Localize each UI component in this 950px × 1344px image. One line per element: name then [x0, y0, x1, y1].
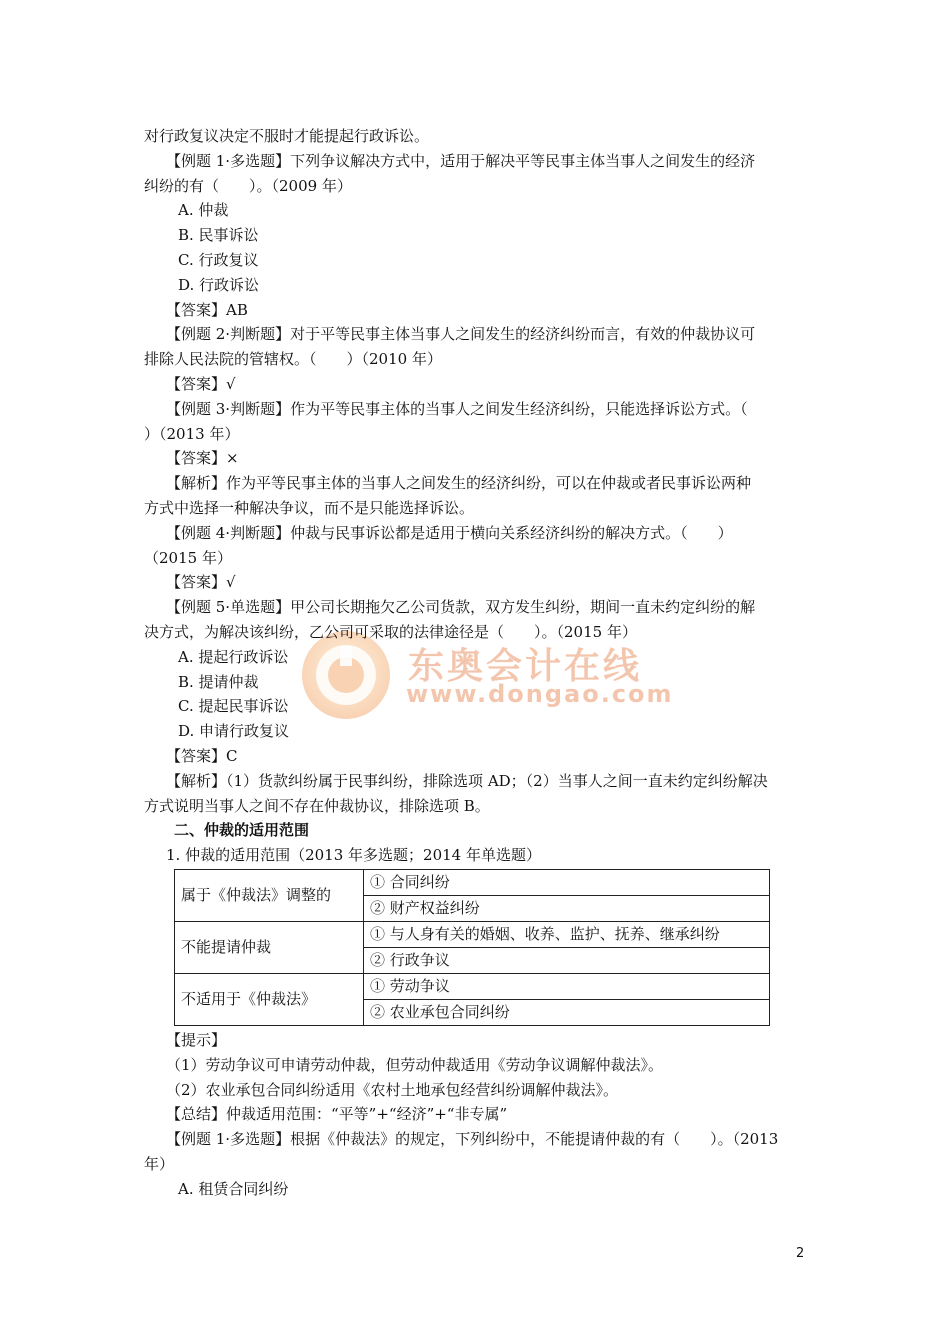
page-number: 2: [796, 1246, 805, 1261]
text-line: ）（2013 年）: [144, 424, 240, 443]
text-line: A. 租赁合同纠纷: [178, 1179, 289, 1198]
text-line: A. 仲裁: [178, 201, 229, 220]
table-item-cell: ② 财产权益纠纷: [364, 895, 770, 921]
table-item-cell: ① 劳动争议: [364, 973, 770, 999]
table-row: [175, 869, 770, 895]
text-line: （1）劳动争议可申请劳动仲裁，但劳动仲裁适用《劳动争议调解仲裁法》。: [166, 1055, 664, 1074]
text-line: 年）: [144, 1154, 175, 1173]
table-category-cell: 属于《仲裁法》调整的: [175, 869, 364, 921]
text-line: 【答案】AB: [166, 300, 248, 319]
text-line: 对行政复议决定不服时才能提起行政诉讼。: [144, 127, 430, 145]
text-line: A. 提起行政诉讼: [178, 647, 289, 666]
watermark-brand: 东奥会计在线: [408, 646, 643, 687]
text-line: 1. 仲裁的适用范围（2013 年多选题；2014 年单选题）: [166, 846, 541, 865]
table-category-cell: 不适用于《仲裁法》: [175, 973, 364, 1025]
text-line: 【例题 4·判断题】仲裁与民事诉讼都是适用于横向关系经济纠纷的解决方式。（ ）: [166, 523, 733, 542]
text-line: 【解析】作为平等民事主体的当事人之间发生的经济纠纷，可以在仲裁或者民事诉讼两种: [166, 474, 752, 493]
text-line: D. 行政诉讼: [178, 275, 260, 294]
text-line: 【例题 3·判断题】作为平等民事主体的当事人之间发生经济纠纷，只能选择诉讼方式。（: [166, 399, 748, 418]
text-block-after-table: [144, 1028, 806, 1202]
text-line: 二、仲裁的适用范围: [174, 821, 310, 840]
text-line: 纠纷的有（ ）。（2009 年）: [144, 176, 352, 195]
table-row: [175, 921, 770, 947]
document-body: [144, 124, 806, 1201]
table-item-cell: ② 行政争议: [364, 947, 770, 973]
text-line: （2）农业承包合同纠纷适用《农村土地承包经营纠纷调解仲裁法》。: [166, 1080, 619, 1099]
table-row: [175, 973, 770, 999]
text-block-before-table: [144, 124, 806, 868]
text-line: 方式中选择一种解决争议，而不是只能选择诉讼。: [144, 498, 475, 517]
text-line: 【解析】（1）货款纠纷属于民事纠纷，排除选项 AD；（2）当事人之间一直未约定纠纷解决: [166, 771, 768, 790]
table-item-cell: ② 农业承包合同纠纷: [364, 999, 770, 1025]
table-item-cell: ① 与人身有关的婚姻、收养、监护、抚养、继承纠纷: [364, 921, 770, 947]
text-line: D. 申请行政复议: [178, 722, 290, 741]
text-line: 【答案】×: [166, 449, 239, 468]
watermark-url: www.dongao.com: [406, 680, 674, 708]
text-line: 【例题 5·单选题】甲公司长期拖欠乙公司货款，双方发生纠纷，期间一直未约定纠纷的解: [166, 598, 756, 617]
text-line: 方式说明当事人之间不存在仲裁协议，排除选项 B。: [144, 796, 490, 815]
text-line: B. 民事诉讼: [178, 226, 259, 245]
text-line: 【答案】√: [166, 374, 236, 393]
text-line: C. 提起民事诉讼: [178, 697, 289, 716]
text-line: （2015 年）: [144, 548, 232, 567]
text-line: 【答案】C: [166, 746, 238, 765]
text-line: C. 行政复议: [178, 250, 259, 269]
text-line: 【例题 1·多选题】根据《仲裁法》的规定，下列纠纷中，不能提请仲裁的有（ ）。（2013: [166, 1130, 779, 1149]
text-line: 【例题 1·多选题】下列争议解决方式中，适用于解决平等民事主体当事人之间发生的经济: [166, 151, 756, 170]
text-line: 【总结】仲裁适用范围：“平等”+“经济”+“非专属”: [166, 1105, 508, 1124]
arbitration-scope-table: [174, 869, 770, 1026]
text-line: 【例题 2·判断题】对于平等民事主体当事人之间发生的经济纠纷而言，有效的仲裁协议可: [166, 325, 756, 344]
text-line: 排除人民法院的管辖权。（ ）（2010 年）: [144, 350, 442, 369]
text-line: 【答案】√: [166, 573, 236, 592]
text-line: 决方式，为解决该纠纷，乙公司可采取的法律途径是（ ）。（2015 年）: [144, 622, 637, 641]
text-line: B. 提请仲裁: [178, 672, 259, 691]
table-item-cell: ① 合同纠纷: [364, 869, 770, 895]
table-category-cell: 不能提请仲裁: [175, 921, 364, 973]
text-line: 【提示】: [166, 1030, 227, 1049]
